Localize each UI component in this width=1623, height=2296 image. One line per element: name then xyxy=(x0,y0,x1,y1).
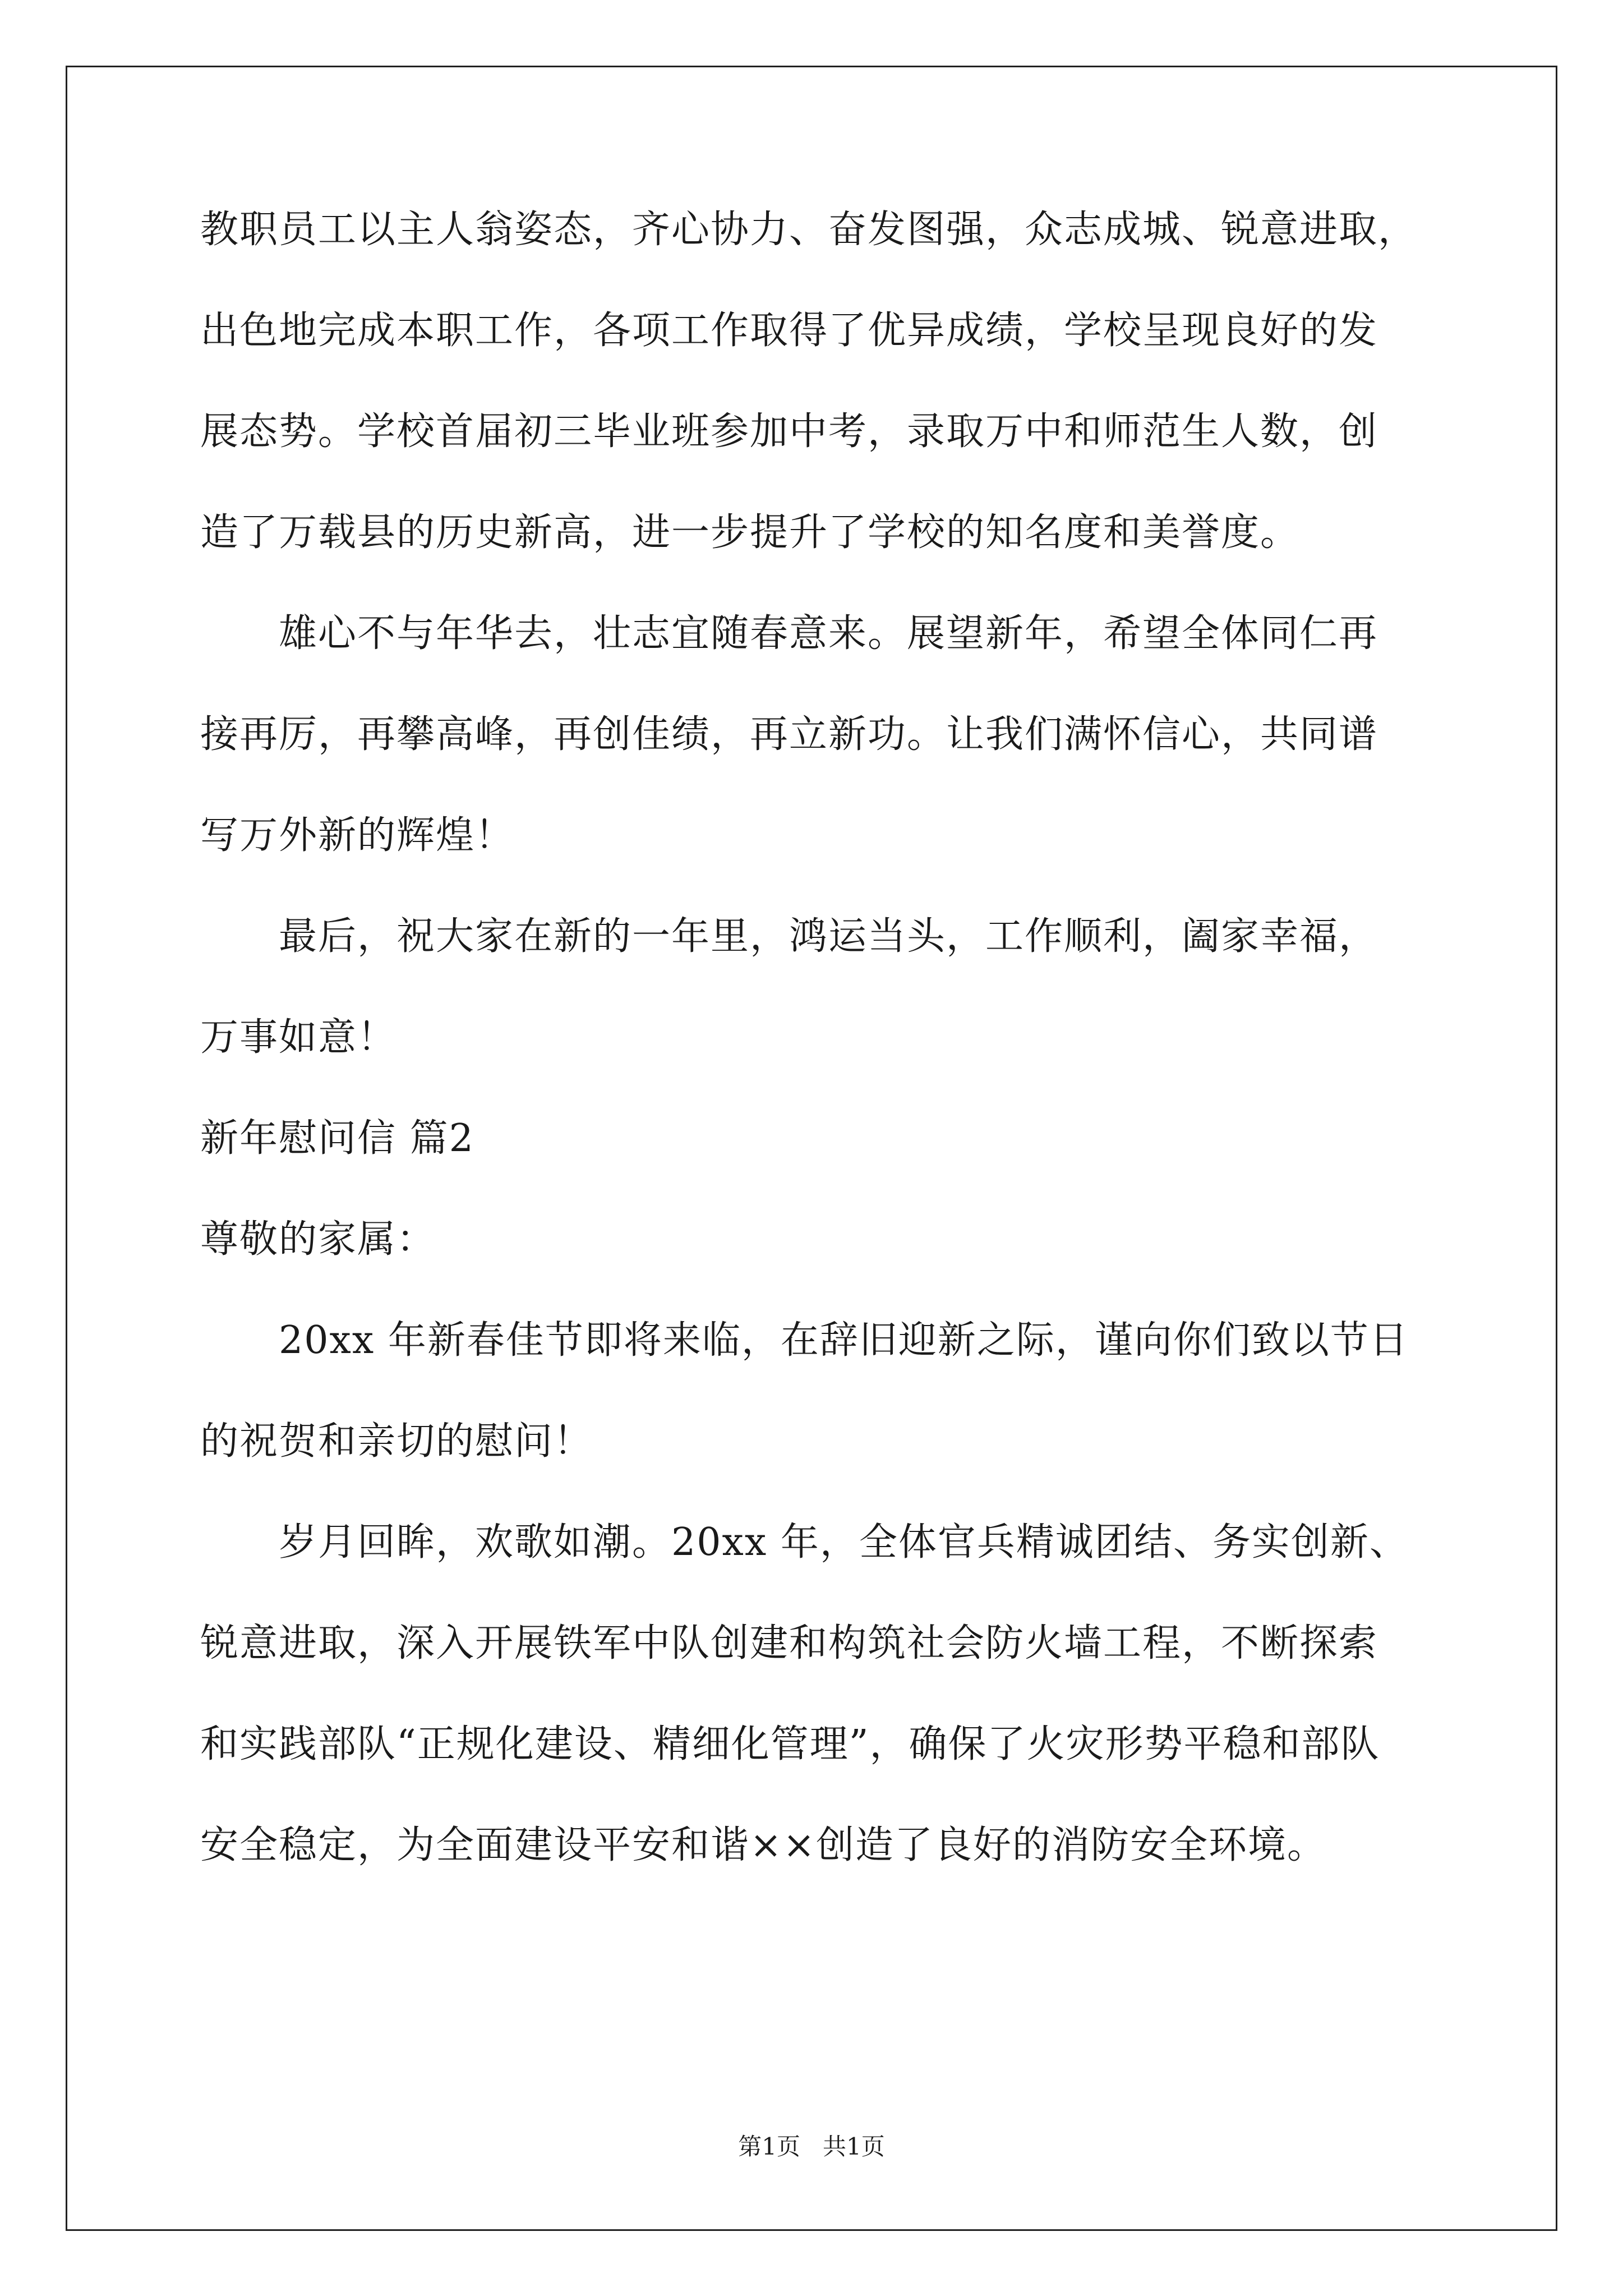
page-total: 共1页 xyxy=(823,2133,885,2160)
paragraph-line: 的祝贺和亲切的慰问！ xyxy=(200,1419,593,1464)
page-number: 第1页 xyxy=(738,2133,800,2160)
paragraph-line: 写万外新的辉煌！ xyxy=(200,813,515,858)
paragraph-line: 锐意进取，深入开展铁军中队创建和构筑社会防火墙工程，不断探索 xyxy=(200,1621,1378,1665)
paragraph-line: 出色地完成本职工作，各项工作取得了优异成绩，学校呈现良好的发 xyxy=(200,309,1378,353)
paragraph-line: 展态势。学校首届初三毕业班参加中考，录取万中和师范生人数，创 xyxy=(200,409,1378,454)
paragraph-line: 万事如意！ xyxy=(200,1015,397,1060)
salutation: 尊敬的家属： xyxy=(200,1217,436,1262)
paragraph-line: 安全稳定，为全面建设平安和谐××创造了良好的消防安全环境。 xyxy=(200,1823,1326,1867)
paragraph-line: 教职员工以主人翁姿态，齐心协力、奋发图强，众志成城、锐意进取， xyxy=(200,208,1418,252)
paragraph-line: 雄心不与年华去，壮志宜随春意来。展望新年，希望全体同仁再 xyxy=(279,611,1378,656)
page-footer xyxy=(0,2130,1623,2164)
paragraph-line: 最后，祝大家在新的一年里，鸿运当头，工作顺利，阖家幸福， xyxy=(279,914,1378,959)
paragraph-line: 造了万载县的历史新高，进一步提升了学校的知名度和美誉度。 xyxy=(200,510,1300,555)
paragraph-line: 岁月回眸，欢歌如潮。20xx 年，全体官兵精诚团结、务实创新、 xyxy=(279,1520,1409,1565)
paragraph-line: 20xx 年新春佳节即将来临，在辞旧迎新之际，谨向你们致以节日 xyxy=(279,1318,1409,1363)
section-heading: 新年慰问信 篇2 xyxy=(200,1116,474,1161)
paragraph-line: 和实践部队“正规化建设、精细化管理”，确保了火灾形势平稳和部队 xyxy=(200,1722,1380,1766)
paragraph-line: 接再厉，再攀高峰，再创佳绩，再立新功。让我们满怀信心，共同谱 xyxy=(200,712,1378,757)
